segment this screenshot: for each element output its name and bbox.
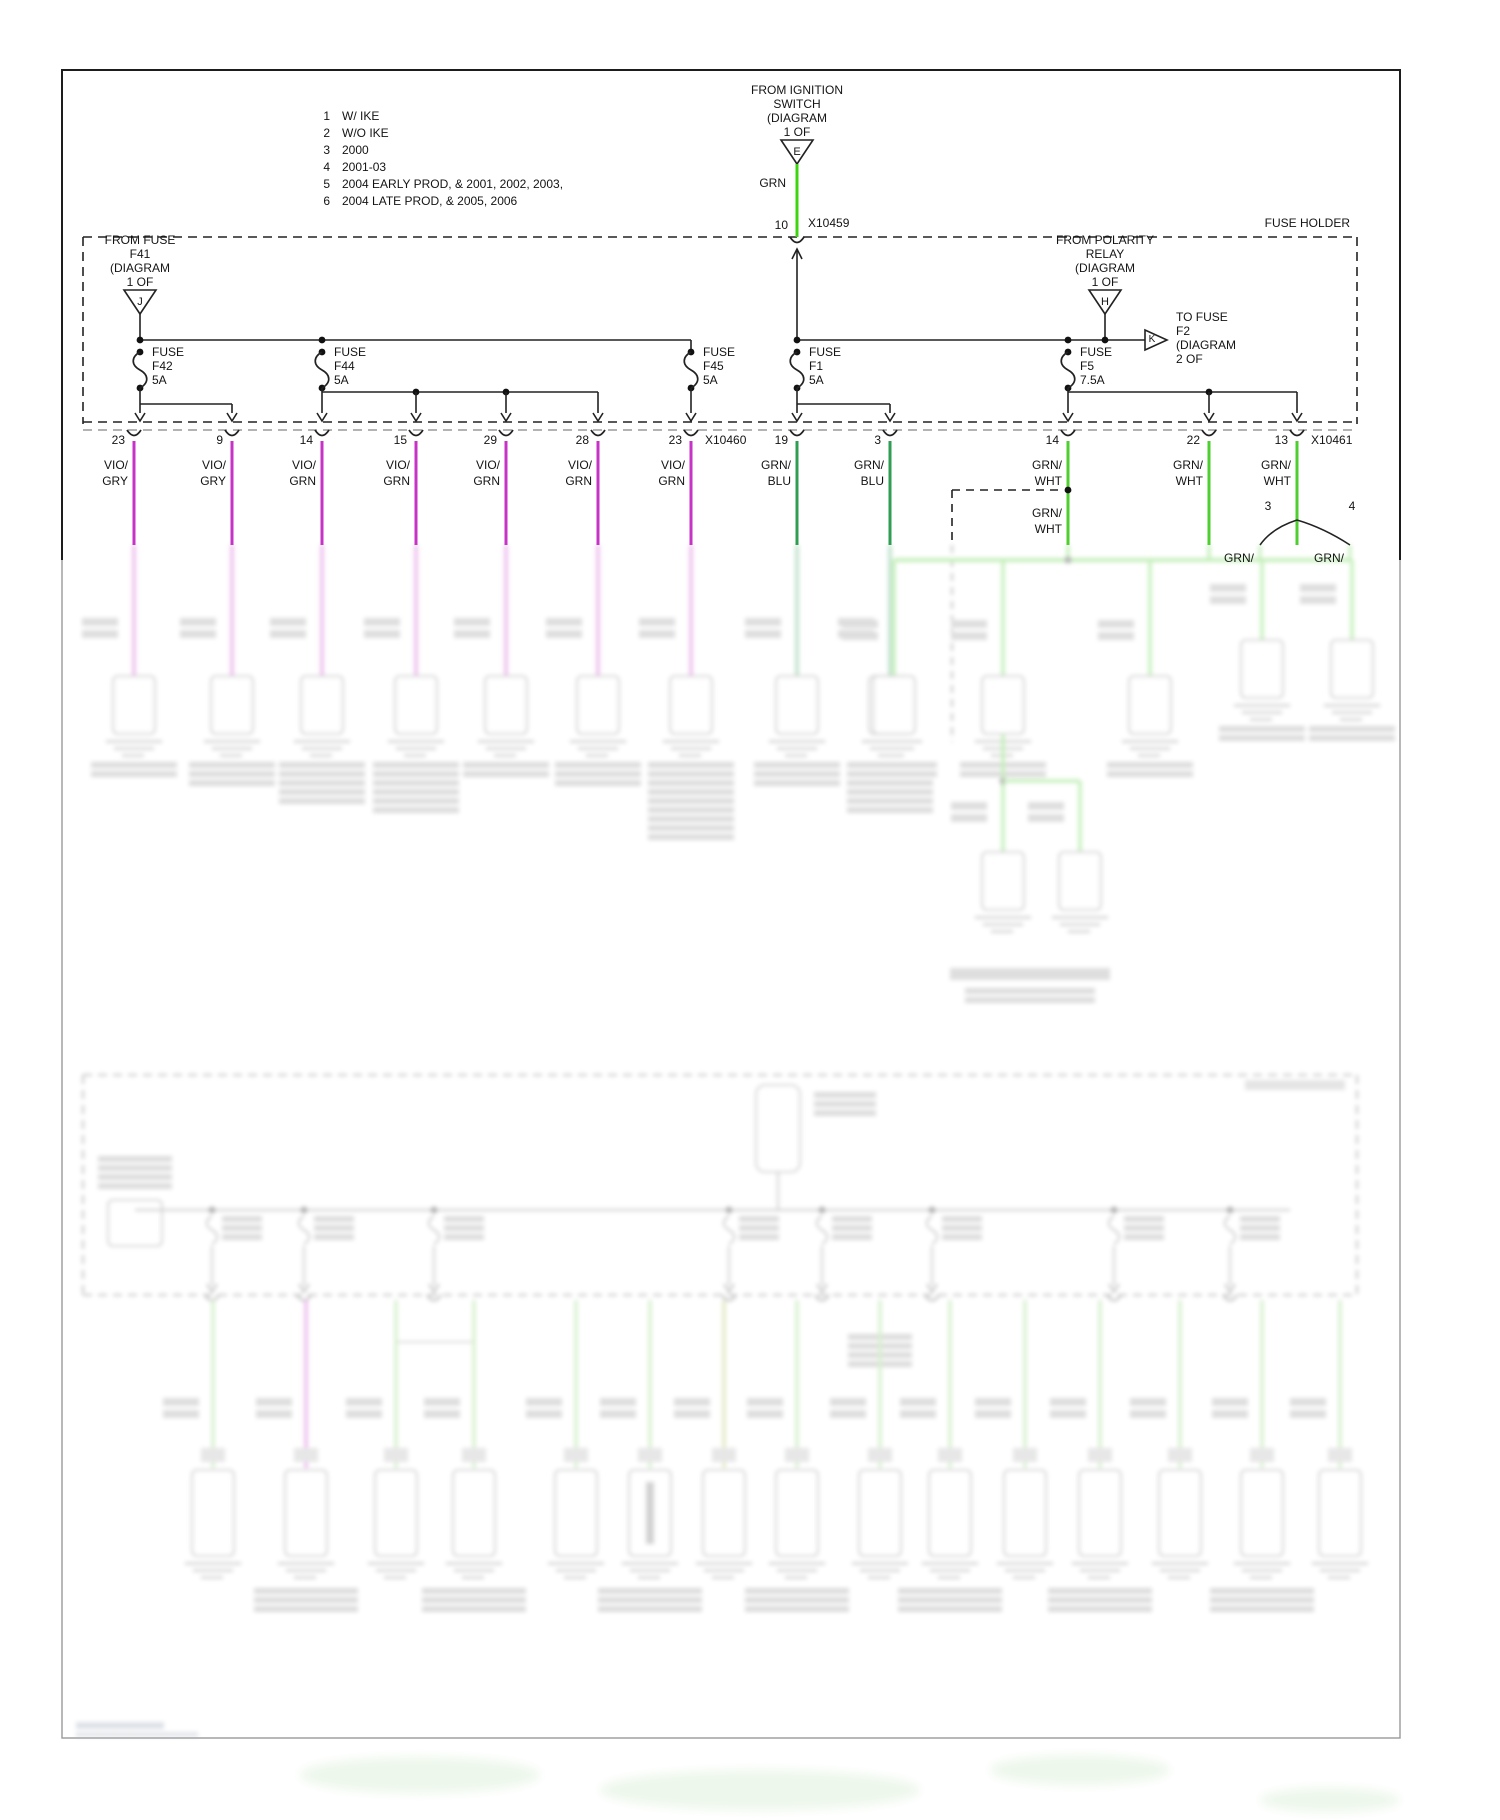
- from-fuse-f41-text: FROM FUSE: [104, 233, 176, 247]
- ignition-source-text: FROM IGNITION: [751, 83, 843, 97]
- from-polarity-relay-text: 1 OF: [1091, 275, 1119, 289]
- pin-number-29: 29: [483, 433, 497, 447]
- wire-color-label: GRY: [200, 474, 226, 488]
- to-fuse-f2-text: TO FUSE: [1176, 310, 1228, 324]
- fuse-F1-id: F1: [809, 359, 824, 373]
- wire-color-label-grn: GRN/: [1224, 551, 1254, 565]
- pin-number-28: 28: [575, 433, 589, 447]
- wire-color-label: VIO/: [385, 458, 410, 472]
- wire-color-label: VIO/: [660, 458, 685, 472]
- wire-color-label: WHT: [1175, 474, 1203, 488]
- pin-number-23: 23: [668, 433, 682, 447]
- fuse-F44-amps: 5A: [334, 373, 349, 387]
- fuse-F45-label: FUSE: [703, 345, 736, 359]
- connector-label-x10459: X10459: [808, 216, 850, 230]
- pin-number-14: 14: [1045, 433, 1059, 447]
- fuse-F42-id: F42: [152, 359, 173, 373]
- fuse-F5-label: FUSE: [1080, 345, 1113, 359]
- to-fuse-f2-text: 2 OF: [1176, 352, 1203, 366]
- pin-number-22: 22: [1186, 433, 1200, 447]
- fuse-F1-label: FUSE: [809, 345, 842, 359]
- connector-label-x10461: X10461: [1311, 433, 1353, 447]
- faded-preview-linework: [76, 545, 1395, 1737]
- legend-item-4-text: 2001-03: [342, 160, 387, 174]
- from-polarity-relay-text: (DIAGRAM: [1075, 261, 1135, 275]
- legend-item-3-text: 2000: [342, 143, 369, 157]
- wire-color-label: GRN/: [1032, 458, 1062, 472]
- fuse-holder-box-label: FUSE HOLDER: [1264, 216, 1350, 230]
- wire-color-label: WHT: [1263, 474, 1291, 488]
- pin-number-15: 15: [393, 433, 407, 447]
- pin-number-9: 9: [216, 433, 223, 447]
- wire-color-label: GRN: [383, 474, 410, 488]
- fuse-F5-amps: 7.5A: [1080, 373, 1105, 387]
- triangle-ref-K: K: [1148, 334, 1156, 345]
- to-fuse-f2-text: F2: [1176, 324, 1191, 338]
- wire-color-label-grn: GRN/: [1314, 551, 1344, 565]
- from-fuse-f41-text: F41: [129, 247, 151, 261]
- fuse-F1-amps: 5A: [809, 373, 824, 387]
- wire-color-label-grn-wht: WHT: [1034, 522, 1062, 536]
- pin-number-10: 10: [774, 218, 788, 232]
- legend-item-1-text: W/ IKE: [342, 109, 380, 123]
- to-fuse-f2-text: (DIAGRAM: [1176, 338, 1236, 352]
- triangle-ref-E: E: [793, 146, 801, 158]
- wire-color-label: GRN/: [1261, 458, 1291, 472]
- legend-item-6-text: 2004 LATE PROD, & 2005, 2006: [342, 194, 518, 208]
- wire-color-label: WHT: [1034, 474, 1062, 488]
- fuse-F44-id: F44: [334, 359, 355, 373]
- wire-color-label: GRN/: [761, 458, 791, 472]
- ignition-source-text: SWITCH: [773, 97, 821, 111]
- legend-item-2-text: W/O IKE: [342, 126, 389, 140]
- wire-color-label: GRY: [102, 474, 128, 488]
- fuse-F45-amps: 5A: [703, 373, 718, 387]
- triangle-ref-J: J: [137, 296, 143, 308]
- legend-item-1-number: 1: [323, 109, 330, 123]
- fuse-F42-amps: 5A: [152, 373, 167, 387]
- wire-color-label: GRN/: [854, 458, 884, 472]
- from-polarity-relay-text: RELAY: [1085, 247, 1125, 261]
- pin-number-13: 13: [1274, 433, 1288, 447]
- fuse-F42-label: FUSE: [152, 345, 185, 359]
- from-fuse-f41-text: (DIAGRAM: [110, 261, 170, 275]
- fuse-F45-id: F45: [703, 359, 724, 373]
- pin-number-3: 3: [874, 433, 881, 447]
- legend-item-2-number: 2: [323, 126, 330, 140]
- wire-color-label: VIO/: [201, 458, 226, 472]
- from-polarity-relay-text: FROM POLARITY: [1055, 233, 1155, 247]
- option-number-3: 3: [1264, 499, 1272, 513]
- fuse-F5-id: F5: [1080, 359, 1095, 373]
- wire-color-label: BLU: [860, 474, 884, 488]
- from-fuse-f41-text: 1 OF: [126, 275, 154, 289]
- wire-color-label: VIO/: [103, 458, 128, 472]
- ignition-source-text: (DIAGRAM: [767, 111, 827, 125]
- watermark-smudges: [300, 1755, 1400, 1812]
- legend-item-6-number: 6: [323, 194, 330, 208]
- option-number-4: 4: [1348, 499, 1356, 513]
- legend-item-4-number: 4: [323, 160, 330, 174]
- legend-item-5-number: 5: [323, 177, 330, 191]
- wire-color-label: VIO/: [475, 458, 500, 472]
- wire-color-label-grn-wht: GRN/: [1032, 506, 1062, 520]
- wire-color-label: GRN: [473, 474, 500, 488]
- pin-number-19: 19: [774, 433, 788, 447]
- triangle-ref-H: H: [1101, 296, 1109, 308]
- wire-color-label: BLU: [767, 474, 791, 488]
- pin-number-14: 14: [299, 433, 313, 447]
- wire-color-label: GRN/: [1173, 458, 1203, 472]
- wire-color-label: VIO/: [291, 458, 316, 472]
- pin-number-23: 23: [111, 433, 125, 447]
- legend-item-3-number: 3: [323, 143, 330, 157]
- wire-color-label: GRN: [658, 474, 685, 488]
- wire-color-label: GRN: [289, 474, 316, 488]
- fuse-F44-label: FUSE: [334, 345, 367, 359]
- ignition-source-text: 1 OF: [783, 125, 811, 139]
- wire-color-label-grn: GRN: [759, 176, 786, 190]
- connector-label-x10460: X10460: [705, 433, 747, 447]
- legend-item-5-text: 2004 EARLY PROD, & 2001, 2002, 2003,: [342, 177, 564, 191]
- wire-color-label: GRN: [565, 474, 592, 488]
- wire-color-label: VIO/: [567, 458, 592, 472]
